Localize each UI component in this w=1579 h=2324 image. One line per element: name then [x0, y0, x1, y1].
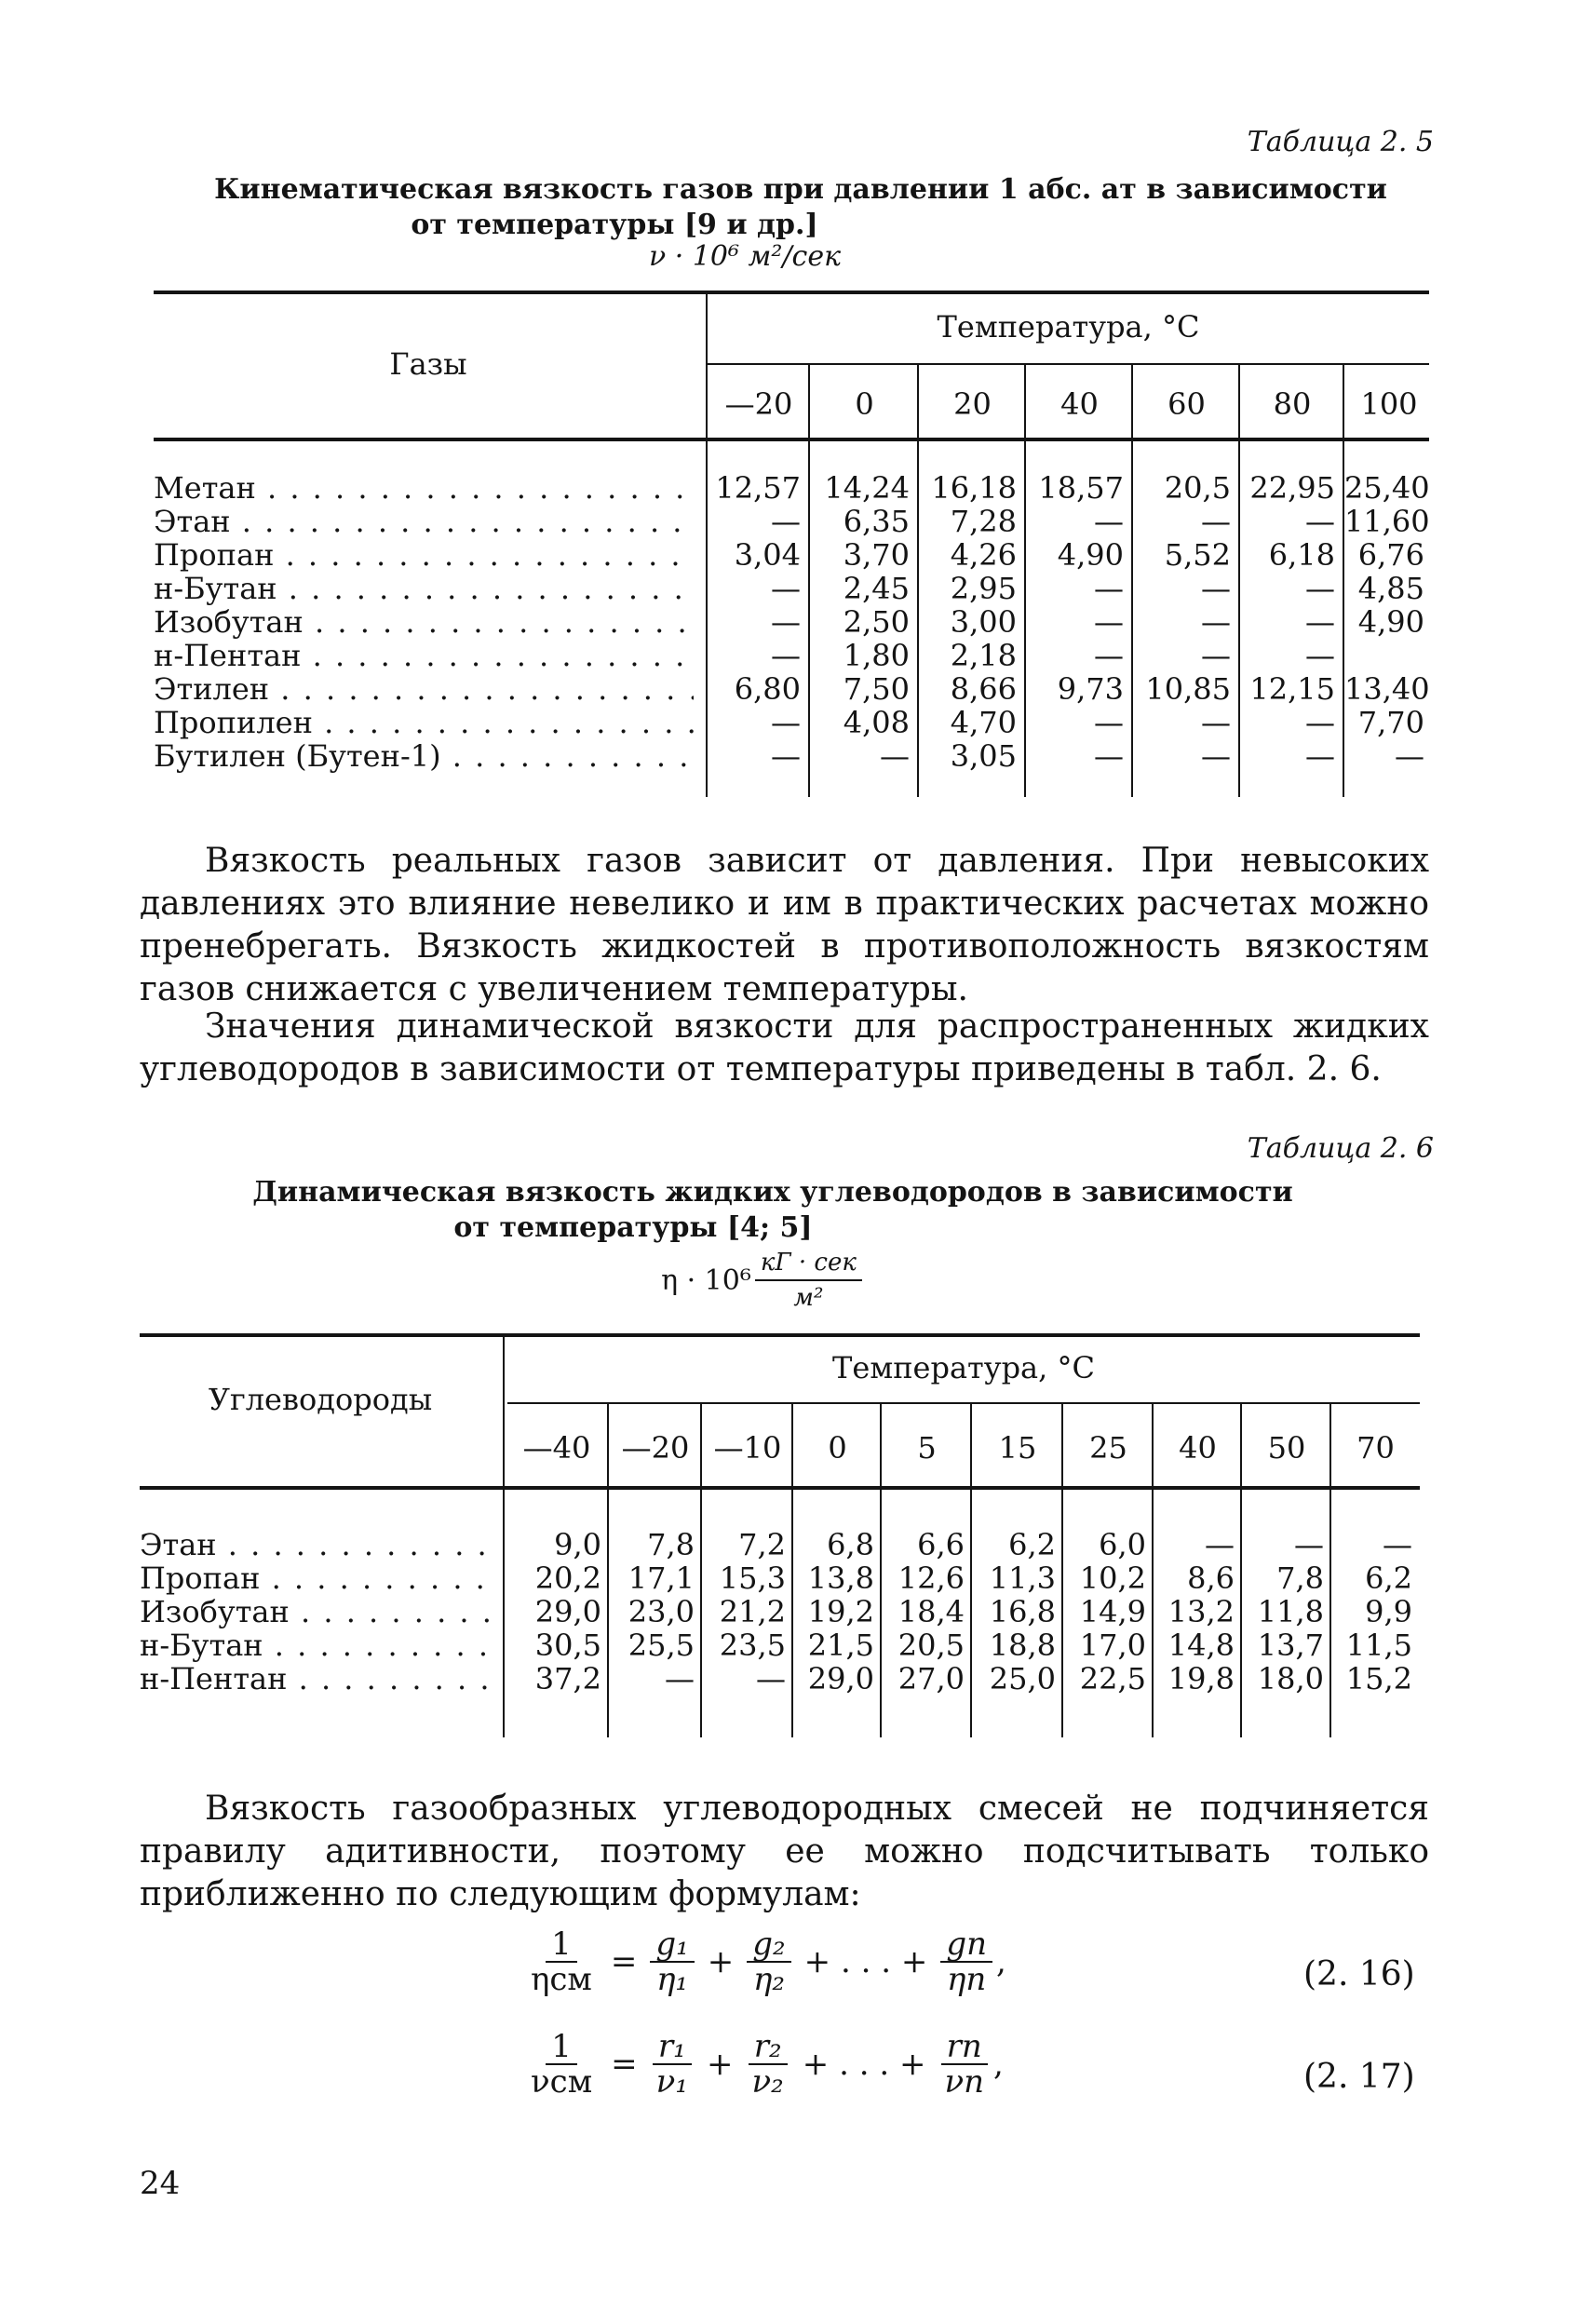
- table2-cell: 6,2: [1008, 1527, 1056, 1562]
- f1-tn-den: ηn: [947, 1961, 987, 1998]
- table2-cell: —: [665, 1661, 695, 1696]
- table1-cell: 12,57: [715, 470, 801, 506]
- formula-2-16-number: (2. 16): [1303, 1955, 1415, 1993]
- table2-cell: 6,6: [917, 1527, 965, 1562]
- table2-cell: 19,8: [1167, 1661, 1235, 1696]
- table2-cell: 13,7: [1257, 1628, 1324, 1663]
- table2-cell: 20,5: [897, 1628, 965, 1663]
- table1-cell: —: [771, 638, 801, 673]
- table1-temp-header: 80: [1273, 386, 1312, 422]
- table2-cell: 6,8: [827, 1527, 874, 1562]
- table1-cell: 3,04: [734, 537, 801, 573]
- table1-group-rule: [708, 363, 1429, 365]
- table1-temp-header: —20: [724, 386, 793, 422]
- table1-cell: 3,70: [843, 537, 910, 573]
- table2-title-line2: от температуры [4; 5]: [453, 1211, 813, 1244]
- f1-tn-num: gn: [940, 1927, 992, 1963]
- table1-row-name: Этилен . . .: [154, 671, 694, 707]
- table1-cell: —: [1305, 571, 1335, 606]
- table2-cell: 25,5: [628, 1628, 695, 1663]
- table1-cell: —: [771, 604, 801, 640]
- f2-t1-num: r₁: [653, 2030, 692, 2065]
- table1-cell: 16,18: [931, 470, 1017, 506]
- table1-cell: 2,95: [950, 571, 1017, 606]
- table1-cell: 6,80: [734, 671, 801, 707]
- f2-tn-num: rn: [941, 2030, 988, 2065]
- table1-cell: —: [771, 571, 801, 606]
- table2-cell: 18,4: [897, 1594, 965, 1629]
- table1-cell: 14,24: [824, 470, 910, 506]
- table2-row-header: Углеводороды: [208, 1382, 433, 1417]
- table2-cell: 14,9: [1079, 1594, 1146, 1629]
- table1-cell: 10,85: [1145, 671, 1231, 707]
- table1-temp-header: 20: [953, 386, 992, 422]
- table2-cell: 15,3: [719, 1561, 786, 1596]
- table2-top-rule: [140, 1333, 1420, 1337]
- paragraph-liquid-viscosity: Значения динамической вязкости для распространенных жидких углеводородов в зависимости от температуры приведены в табл. 2. 6.: [140, 1007, 1429, 1088]
- table1-cell: 9,73: [1057, 671, 1124, 707]
- table1-row-name: Пропан . . .: [154, 537, 694, 573]
- table1-row-name: Пропилен . . .: [154, 705, 694, 740]
- formula-2-17-number: (2. 17): [1303, 2058, 1415, 2096]
- table2-cell: 13,8: [807, 1561, 874, 1596]
- table1-cell: —: [1094, 571, 1124, 606]
- table1-temp-header: 0: [855, 386, 874, 422]
- f2-tn-den: νn: [944, 2063, 985, 2101]
- table2-cell: 9,9: [1365, 1594, 1412, 1629]
- table1-temp-header: 60: [1167, 386, 1206, 422]
- table2-row-name: н-Пентан . . .: [140, 1661, 489, 1696]
- table2-units: [577, 1246, 950, 1315]
- table2-temp-header: —10: [713, 1430, 782, 1466]
- table1-cell: —: [1395, 738, 1424, 774]
- table1-cell: —: [1305, 638, 1335, 673]
- table2-cell: 17,1: [628, 1561, 695, 1596]
- table1-cell: 4,26: [950, 537, 1017, 573]
- f1-t1-num: g₁: [650, 1927, 694, 1963]
- table1-cell: 6,18: [1268, 537, 1335, 573]
- table1-cell: —: [771, 738, 801, 774]
- table2-cell: 15,2: [1345, 1661, 1412, 1696]
- table2-cell: 13,2: [1167, 1594, 1235, 1629]
- f2-lhs-den: νсм: [531, 2063, 593, 2101]
- table2-cell: 17,0: [1079, 1628, 1146, 1663]
- table1-cell: —: [771, 705, 801, 740]
- table1-cell: —: [1305, 705, 1335, 740]
- formula-2-17: $\frac{1}{\text{νсм}}$ = $\frac{\text{r₁}}{\text{ν₁}}$ + $\frac{\text{r₂}}{\text{ν₂}}$ + . . . + $\frac{rn}{\nu n}$ ,: [521, 2030, 1004, 2099]
- table2-cell: 11,3: [989, 1561, 1056, 1596]
- f2-t2-den: ν₂: [751, 2063, 784, 2101]
- table2-cell: 16,8: [989, 1594, 1056, 1629]
- f1-t2-den: η₂: [752, 1961, 785, 1998]
- table2-cell: 18,0: [1257, 1661, 1324, 1696]
- table2-units-denominator: м²: [793, 1284, 824, 1312]
- table1-cell: 4,08: [843, 705, 910, 740]
- f1-t2-num: g₂: [747, 1927, 790, 1963]
- table2-temp-header: 40: [1179, 1430, 1217, 1466]
- f1-t1-den: η₁: [656, 1961, 689, 1998]
- f2-t2-num: r₂: [749, 2030, 788, 2065]
- table1-cell: —: [1201, 504, 1231, 539]
- table1-cell: —: [1094, 604, 1124, 640]
- table1-cell: —: [1201, 571, 1231, 606]
- table2-cell: 29,0: [534, 1594, 601, 1629]
- table2-cell: —: [1383, 1527, 1412, 1562]
- table2-cell: 7,8: [647, 1527, 695, 1562]
- table2-cell: 11,8: [1257, 1594, 1324, 1629]
- table2-cell: 6,2: [1365, 1561, 1412, 1596]
- table2-group-rule: [507, 1402, 1420, 1404]
- table2-cell: 37,2: [534, 1661, 601, 1696]
- table2-caption: Таблица 2. 6: [1247, 1132, 1434, 1165]
- table1-cell: 4,90: [1357, 604, 1424, 640]
- table1-cell: 22,95: [1249, 470, 1335, 506]
- table2-cell: 21,2: [719, 1594, 786, 1629]
- table1-cell: 3,00: [950, 604, 1017, 640]
- table2-cell: 25,0: [989, 1661, 1056, 1696]
- paragraph-mixtures: Вязкость газообразных углеводородных смесей не подчиняется правилу адитивности, поэтому ее можно подсчитывать только приближенно по следующим формулам:: [140, 1790, 1429, 1913]
- table1-cell: 3,05: [950, 738, 1017, 774]
- table2-group-header: Температура, °C: [832, 1350, 1095, 1385]
- table2-row-name: Пропан . . .: [140, 1561, 489, 1596]
- table2-row-name: Этан . . .: [140, 1527, 489, 1562]
- table1-cell: —: [1094, 705, 1124, 740]
- table1-cell: 4,70: [950, 705, 1017, 740]
- table2-cell: 10,2: [1079, 1561, 1146, 1596]
- table1-cell: —: [880, 738, 910, 774]
- formula-2-16: $\frac{1}{\text{ηсм}}$ = $\frac{\text{g₁}}{\text{η₁}}$ + $\frac{\text{g₂}}{\text{η₂}}$ + . . . + $\frac{gn}{\eta n}$ ,: [521, 1927, 1006, 1996]
- table2-row-name: н-Бутан . . .: [140, 1628, 489, 1663]
- table1-row-name: н-Пентан . . .: [154, 638, 694, 673]
- table1-cell: 4,90: [1057, 537, 1124, 573]
- table2-temp-header: 50: [1267, 1430, 1306, 1466]
- table1-cell: —: [1094, 504, 1124, 539]
- table1-title-line1: Кинематическая вязкость газов при давлении 1 абс. ат в зависимости: [214, 173, 1387, 206]
- table1-cell: —: [1201, 604, 1231, 640]
- table1-cell: 7,50: [843, 671, 910, 707]
- table2-row-name: Изобутан . . .: [140, 1594, 489, 1629]
- table2-temp-header: 0: [828, 1430, 847, 1466]
- table2-cell: 14,8: [1167, 1628, 1235, 1663]
- table2-header-rule: [140, 1486, 1420, 1490]
- table1-cell: 2,45: [843, 571, 910, 606]
- table2-cell: 29,0: [807, 1661, 874, 1696]
- f2-t1-den: ν₁: [655, 2063, 688, 2101]
- table2-cell: 8,6: [1187, 1561, 1235, 1596]
- table1-cell: —: [1305, 604, 1335, 640]
- page-number: 24: [140, 2165, 181, 2202]
- table2-cell: 11,5: [1345, 1628, 1412, 1663]
- table1-cell: —: [1094, 738, 1124, 774]
- table1-cell: —: [1201, 705, 1231, 740]
- table1-row-name: Этан . . .: [154, 504, 694, 539]
- f1-lhs-num: 1: [546, 1927, 577, 1963]
- table1-caption: Таблица 2. 5: [1247, 126, 1434, 158]
- table2-cell: 23,0: [628, 1594, 695, 1629]
- table2-cell: 27,0: [897, 1661, 965, 1696]
- table2-cell: —: [1294, 1527, 1324, 1562]
- table1-cell: 4,85: [1357, 571, 1424, 606]
- table1-units: ν · 10⁶ м²/сек: [648, 240, 842, 273]
- table1-cell: —: [1305, 738, 1335, 774]
- paragraph-gas-viscosity: Вязкость реальных газов зависит от давления. При невысоких давлениях это влияние невелико и им в практических расчетах можно пренебрегать. Вязкость жидкостей в противоположность вязкостям газов снижается с увеличением температуры.: [140, 842, 1429, 1008]
- table2-temp-header: 25: [1089, 1430, 1127, 1466]
- table1-temp-header: 40: [1060, 386, 1099, 422]
- table2-cell: 18,8: [989, 1628, 1056, 1663]
- table2-cell: —: [1205, 1527, 1235, 1562]
- table1-cell: 7,28: [950, 504, 1017, 539]
- table2-cell: 19,2: [807, 1594, 874, 1629]
- table2-cell: 30,5: [534, 1628, 601, 1663]
- table1-cell: 25,40: [1344, 470, 1430, 506]
- table2-temp-header: —40: [522, 1430, 591, 1466]
- table1-cell: 13,40: [1344, 671, 1430, 707]
- table1-top-rule: [154, 290, 1429, 294]
- table2-temp-header: —20: [621, 1430, 690, 1466]
- table1-cell: 6,76: [1357, 537, 1424, 573]
- table1-cell: —: [771, 504, 801, 539]
- table1-cell: 20,5: [1164, 470, 1231, 506]
- table1-cell: 5,52: [1164, 537, 1231, 573]
- table1-cell: —: [1094, 638, 1124, 673]
- table2-units-prefix: η · 10⁶: [661, 1263, 751, 1297]
- table1-cell: —: [1201, 638, 1231, 673]
- table1-cell: 7,70: [1357, 705, 1424, 740]
- table1-cell: 11,60: [1344, 504, 1430, 539]
- table2-cell: 20,2: [534, 1561, 601, 1596]
- table1-row-name: Изобутан . . .: [154, 604, 694, 640]
- table2-title-line1: Динамическая вязкость жидких углеводородов в зависимости: [252, 1176, 1293, 1209]
- table2-cell: 21,5: [807, 1628, 874, 1663]
- table1-cell: 6,35: [843, 504, 910, 539]
- table1-row-name: н-Бутан . . .: [154, 571, 694, 606]
- table1-title-line2: от температуры [9 и др.]: [411, 209, 818, 241]
- table2-units-numerator: кГ · сек: [755, 1246, 862, 1281]
- table1-cell: 2,18: [950, 638, 1017, 673]
- table2-cell: 12,6: [897, 1561, 965, 1596]
- table2-cell: 22,5: [1079, 1661, 1146, 1696]
- table1-cell: 18,57: [1038, 470, 1124, 506]
- table2-cell: 6,0: [1099, 1527, 1146, 1562]
- table2-cell: 7,8: [1276, 1561, 1324, 1596]
- table2-cell: 7,2: [738, 1527, 786, 1562]
- table1-row-name: Метан . . .: [154, 470, 694, 506]
- table1-temp-header: 100: [1360, 386, 1418, 422]
- table1-cell: —: [1305, 504, 1335, 539]
- table2-temp-header: 5: [917, 1430, 937, 1466]
- table1-cell: —: [1201, 738, 1231, 774]
- table1-cell: 8,66: [950, 671, 1017, 707]
- f1-lhs-den: ηсм: [531, 1961, 592, 1998]
- table1-cell: 2,50: [843, 604, 910, 640]
- table2-cell: 23,5: [719, 1628, 786, 1663]
- table2-temp-header: 15: [998, 1430, 1037, 1466]
- table2-cell: 9,0: [554, 1527, 601, 1562]
- table1-row-name: Бутилен (Бутен-1) . . .: [154, 738, 694, 774]
- f2-lhs-num: 1: [546, 2030, 577, 2065]
- table2-cell: —: [756, 1661, 786, 1696]
- table1-cell: 1,80: [843, 638, 910, 673]
- table1-row-header: Газы: [389, 346, 467, 382]
- table1-cell: 12,15: [1249, 671, 1335, 707]
- table2-temp-header: 70: [1356, 1430, 1395, 1466]
- table1-group-header: Температура, °C: [937, 309, 1200, 345]
